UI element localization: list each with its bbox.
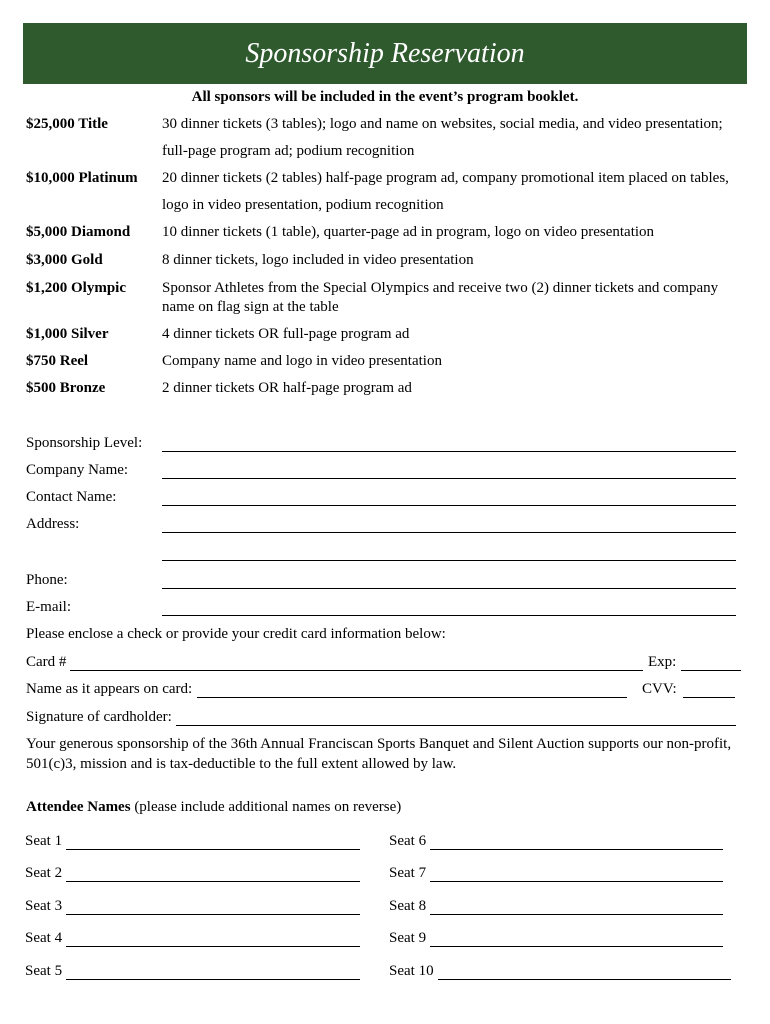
tier-description: 8 dinner tickets, logo included in video presentation	[162, 252, 474, 268]
expiration-field[interactable]	[681, 655, 741, 671]
seat-label: Seat 2	[25, 865, 63, 881]
seat-9-field[interactable]	[430, 931, 723, 947]
statement-line: Your generous sponsorship of the 36th Annual Franciscan Sports Banquet and Silent Auction supports our non-profit,	[26, 736, 732, 752]
seat-label: Seat 8	[389, 898, 427, 914]
address-line-1-field[interactable]	[162, 517, 736, 533]
card-number-label: Card #	[26, 654, 67, 670]
tier-description: 2 dinner tickets OR half-page program ad	[162, 380, 412, 396]
tier-level: $1,200 Olympic	[26, 280, 126, 296]
seat-3-field[interactable]	[66, 899, 360, 915]
attendee-heading: Attendee Names	[26, 799, 131, 815]
name-on-card-label: Name as it appears on card:	[26, 681, 193, 697]
seat-label: Seat 5	[25, 963, 63, 979]
tier-level: $5,000 Diamond	[26, 224, 131, 240]
seat-7-field[interactable]	[430, 866, 723, 882]
signature-field[interactable]	[176, 710, 736, 726]
statement-line: 501(c)3, mission and is tax-deductible to the full extent allowed by law.	[26, 756, 457, 772]
contact-name-field[interactable]	[162, 490, 736, 506]
tier-description: 20 dinner tickets (2 tables) half-page program ad, company promotional item placed on tables,	[162, 170, 729, 186]
address-label: Address:	[26, 516, 80, 532]
company-name-label: Company Name:	[26, 462, 129, 478]
signature-label: Signature of cardholder:	[26, 709, 172, 725]
seat-5-field[interactable]	[66, 964, 360, 980]
seat-label: Seat 4	[25, 930, 63, 946]
seat-label: Seat 10	[389, 963, 434, 979]
tier-description: 10 dinner tickets (1 table), quarter-page ad in program, logo on video presentation	[162, 224, 655, 240]
expiration-label: Exp:	[648, 654, 677, 670]
seat-label: Seat 3	[25, 898, 63, 914]
tier-level: $3,000 Gold	[26, 252, 103, 268]
header-bar	[23, 23, 747, 84]
address-line-2-field[interactable]	[162, 545, 736, 561]
seat-label: Seat 6	[389, 833, 427, 849]
seat-4-field[interactable]	[66, 931, 360, 947]
cvv-field[interactable]	[683, 682, 735, 698]
tier-description: full-page program ad; podium recognition	[162, 143, 415, 159]
tier-description: Company name and logo in video presentation	[162, 353, 442, 369]
phone-label: Phone:	[26, 572, 68, 588]
seat-6-field[interactable]	[430, 834, 723, 850]
card-number-field[interactable]	[70, 655, 643, 671]
tier-level: $1,000 Silver	[26, 326, 109, 342]
seat-1-field[interactable]	[66, 834, 360, 850]
tier-level: $25,000 Title	[26, 116, 108, 132]
sponsorship-level-field[interactable]	[162, 436, 736, 452]
attendee-heading-line	[26, 798, 401, 816]
phone-field[interactable]	[162, 573, 736, 589]
tier-description: logo in video presentation, podium recognition	[162, 197, 444, 213]
seat-2-field[interactable]	[66, 866, 360, 882]
payment-instruction: Please enclose a check or provide your credit card information below:	[26, 626, 446, 642]
tier-level: $10,000 Platinum	[26, 170, 138, 186]
tier-description: 30 dinner tickets (3 tables); logo and name on websites, social media, and video presentation;	[162, 116, 723, 132]
seat-8-field[interactable]	[430, 899, 723, 915]
tier-description: 4 dinner tickets OR full-page program ad	[162, 326, 410, 342]
contact-name-label: Contact Name:	[26, 489, 117, 505]
company-name-field[interactable]	[162, 463, 736, 479]
tier-description: Sponsor Athletes from the Special Olympics and receive two (2) dinner tickets and company	[162, 280, 719, 296]
sponsorship-level-label: Sponsorship Level:	[26, 435, 143, 451]
seat-10-field[interactable]	[438, 964, 731, 980]
tier-level: $500 Bronze	[26, 380, 106, 396]
name-on-card-field[interactable]	[197, 682, 627, 698]
program-booklet-notice: All sponsors will be included in the event’s program booklet.	[191, 89, 579, 105]
tier-description: name on flag sign at the table	[162, 299, 339, 315]
seat-label: Seat 1	[25, 833, 63, 849]
attendee-note: (please include additional names on reverse)	[134, 799, 402, 815]
seat-label: Seat 7	[389, 865, 427, 881]
cvv-label: CVV:	[642, 681, 677, 697]
page-title: Sponsorship Reservation	[245, 38, 525, 69]
tier-level: $750 Reel	[26, 353, 89, 369]
seat-label: Seat 9	[389, 930, 427, 946]
email-label: E-mail:	[26, 599, 71, 615]
email-field[interactable]	[162, 600, 736, 616]
